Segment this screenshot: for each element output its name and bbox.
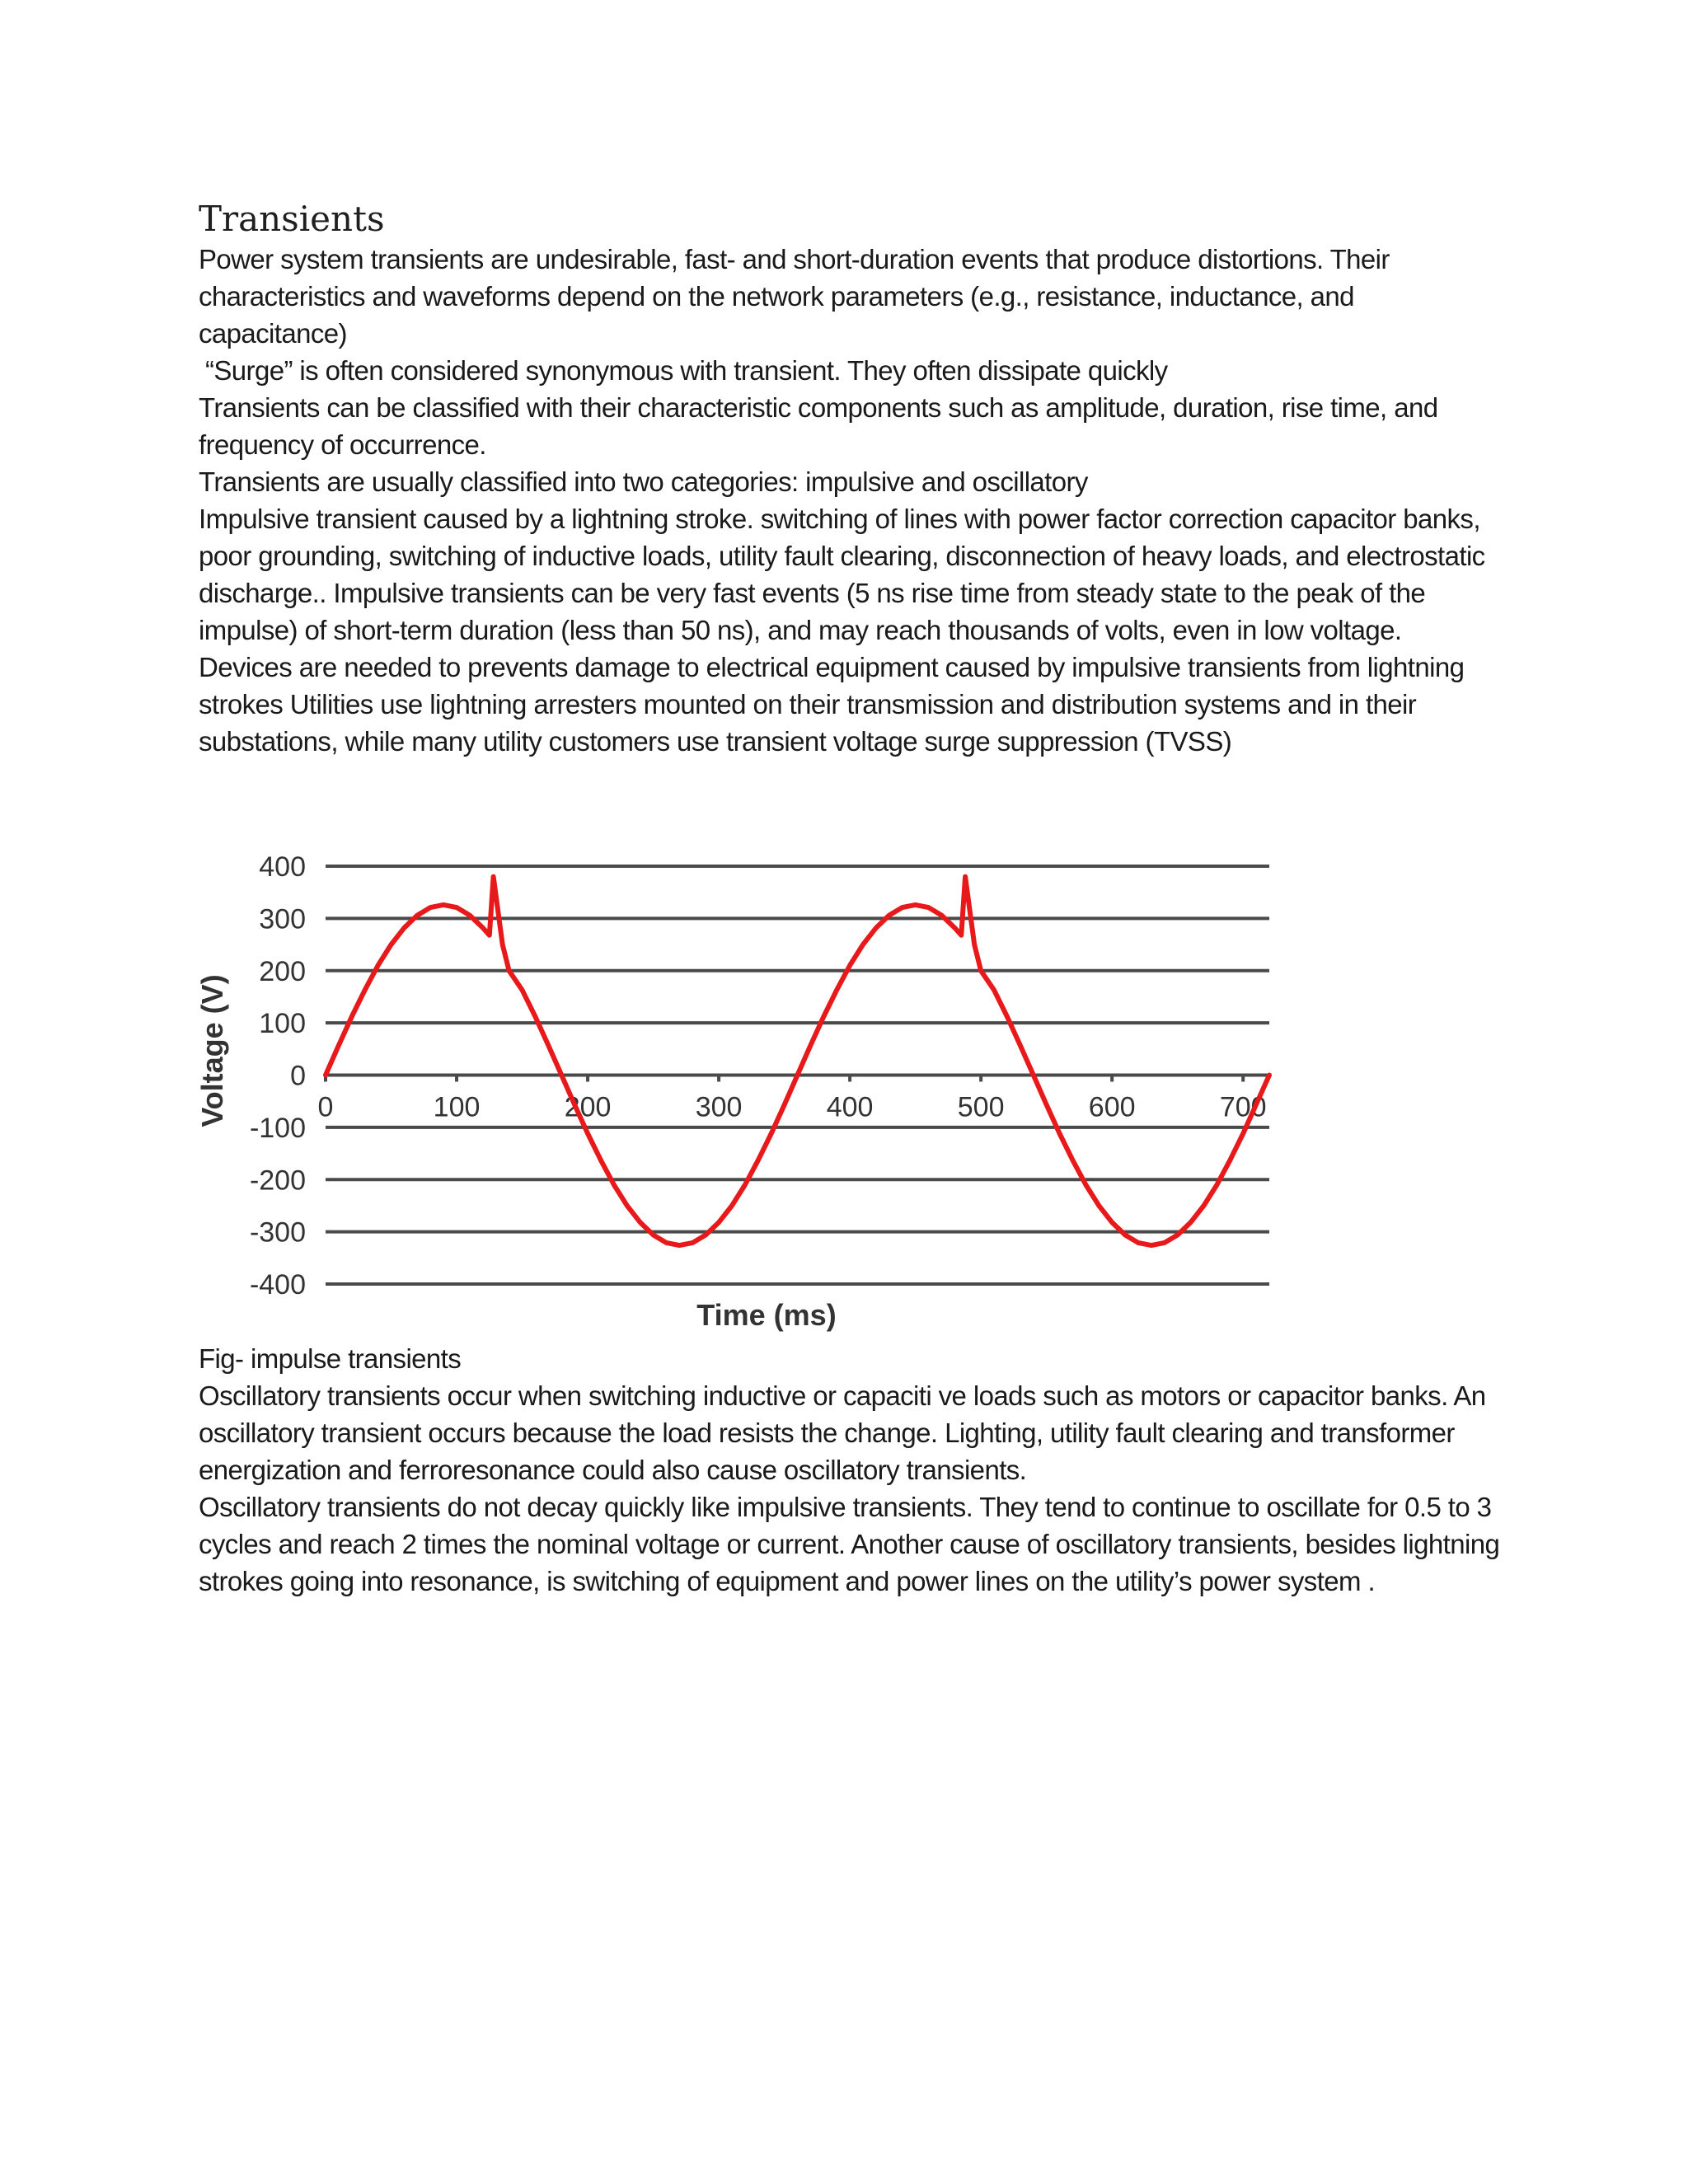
voltage-series-line [326,877,1269,1245]
x-tick-label: 0 [317,1091,334,1123]
y-tick-label: 100 [259,1008,306,1040]
body-text-top [199,241,1501,760]
body-text-bottom [199,1340,1501,1600]
y-tick-label: -400 [249,1269,306,1301]
paragraph: “Surge” is often considered synonymous with transient. They often dissipate quickly [205,355,1168,386]
paragraph: Impulsive transient caused by a lightning stroke. switching of lines with power factor correction capacitor banks, poor grounding, switching of inductive loads, utility fault clearing, disconnection of heavy loads, and electrostatic discharge.. Impulsive transients can be very fast events (5 ns rise time from steady state to the peak of the impulse) of short-term duration (less than 50 ns), and may reach thousands of volts, even in low voltage. [199,504,1485,645]
page-title: Transients [199,199,385,239]
x-tick-label: 400 [826,1091,874,1123]
chart-svg [190,837,1294,1339]
paragraph: Devices are needed to prevents damage to electrical equipment caused by impulsive transients from lightning strokes Utilities use lightning arresters mounted on their transmission and distribution systems and in their substations, while many utility customers use transient voltage surge suppression (TVSS) [199,652,1465,757]
paragraph: Transients are usually classified into two categories: impulsive and oscillatory [199,466,1088,497]
paragraph: Oscillatory transients do not decay quickly like impulsive transients. They tend to continue to oscillate for 0.5 to 3 cycles and reach 2 times the nominal voltage or current. Another cause of oscillatory transients, besides lightning strokes going into resonance, is switching of equipment and power lines on the utility’s power system . [199,1492,1500,1596]
y-tick-label: 300 [259,903,306,935]
chart-series [326,877,1269,1245]
x-tick-label: 100 [433,1091,481,1123]
impulse-transient-chart [190,837,1294,1339]
x-tick-label: 500 [957,1091,1005,1123]
figure-caption: Fig- impulse transients [199,1343,462,1374]
y-tick-label: -200 [249,1165,306,1197]
y-tick-label: -100 [249,1112,306,1144]
y-axis-title: Voltage (V) [195,974,229,1127]
x-axis-title: Time (ms) [696,1298,837,1332]
paragraph: Oscillatory transients occur when switching inductive or capaciti ve loads such as motors or capacitor banks. An oscillatory transient occurs because the load resists the change. Lighting, utility fault clearing and transformer energization and ferroresonance could also cause oscillatory transients. [199,1380,1486,1485]
x-tick-label: 600 [1088,1091,1136,1123]
y-tick-label: 200 [259,955,306,987]
x-tick-label: 700 [1219,1091,1267,1123]
x-tick-label: 200 [564,1091,612,1123]
y-tick-label: -300 [249,1216,306,1249]
x-tick-label: 300 [695,1091,743,1123]
paragraph: Transients can be classified with their characteristic components such as amplitude, duration, rise time, and frequency of occurrence. [199,392,1438,460]
y-tick-label: 400 [259,851,306,883]
y-tick-label: 0 [290,1060,306,1092]
paragraph: Power system transients are undesirable, fast- and short-duration events that produce distortions. Their characteristics and waveforms depend on the network parameters (e.g., resistance, inductance, and capacitance) [199,244,1390,349]
